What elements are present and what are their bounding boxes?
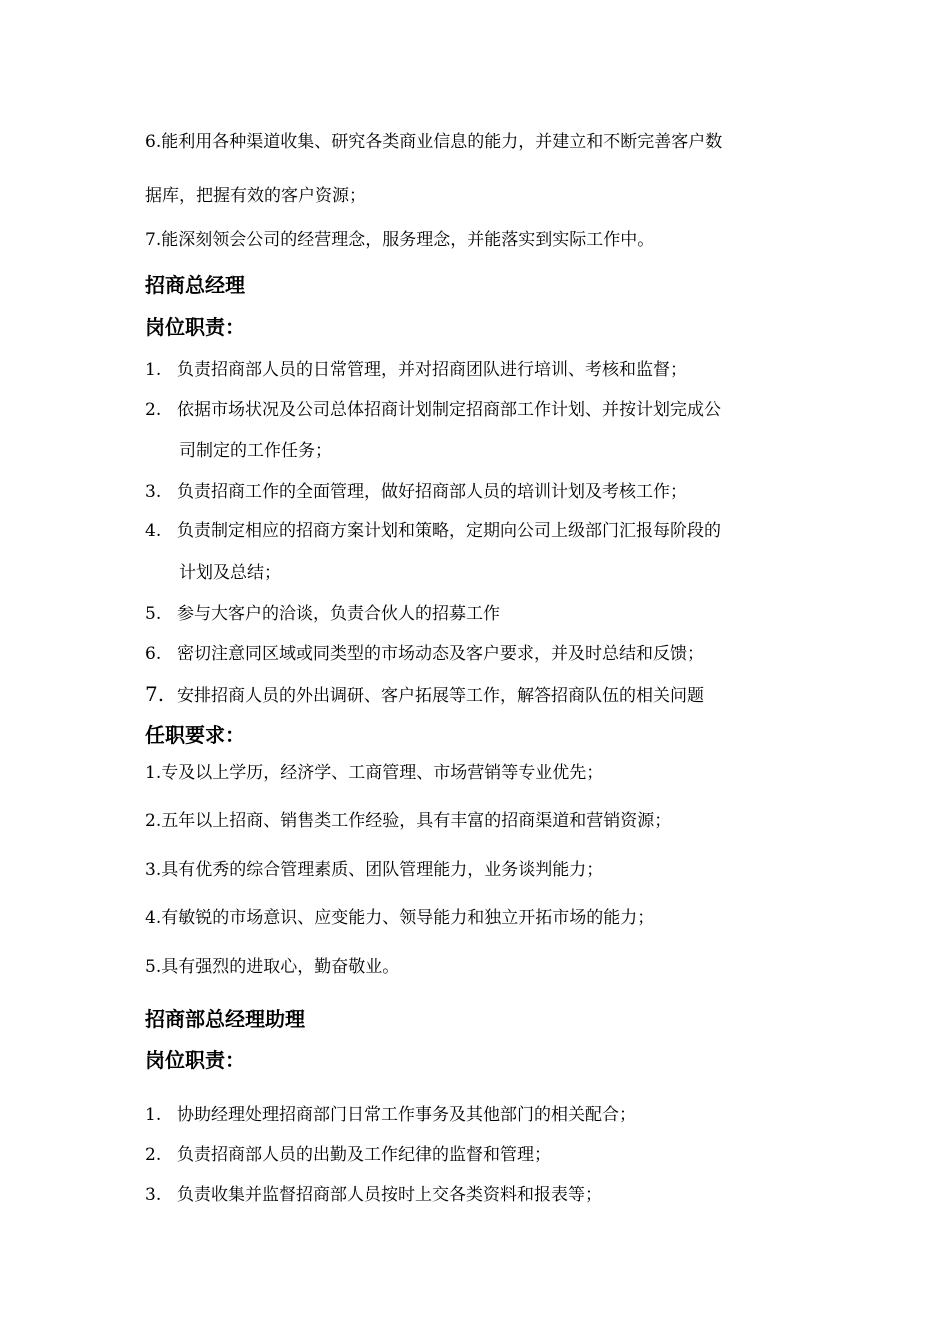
list-number: 3. bbox=[145, 482, 162, 502]
gm-duty-6 bbox=[145, 643, 704, 665]
assistant-title: 招商部总经理助理 bbox=[145, 1007, 305, 1031]
prev-item-6-line-1: 6.能利用各种渠道收集、研究各类商业信息的能力，并建立和不断完善客户数 bbox=[145, 132, 723, 152]
gm-title: 招商总经理 bbox=[145, 273, 245, 297]
list-number: 4. bbox=[145, 521, 162, 541]
prev-item-7: 7.能深刻领会公司的经营理念，服务理念，并能落实到实际工作中。 bbox=[145, 230, 655, 250]
gm-duty-1 bbox=[145, 359, 687, 381]
list-text: 负责制定相应的招商方案计划和策略，定期向公司上级部门汇报每阶段的 bbox=[177, 521, 721, 541]
gm-req-2: 2.五年以上招商、销售类工作经验，具有丰富的招商渠道和营销资源； bbox=[145, 811, 672, 831]
gm-req-heading: 任职要求： bbox=[145, 723, 245, 747]
list-text: 负责招商工作的全面管理，做好招商部人员的培训计划及考核工作； bbox=[177, 482, 687, 502]
gm-req-1: 1.专及以上学历，经济学、工商管理、市场营销等专业优先； bbox=[145, 763, 604, 783]
list-number: 2. bbox=[145, 400, 162, 420]
list-text: 协助经理处理招商部门日常工作事务及其他部门的相关配合； bbox=[177, 1105, 636, 1125]
assistant-duty-3 bbox=[145, 1184, 602, 1206]
list-number: 3. bbox=[145, 1185, 162, 1205]
assistant-duty-1 bbox=[145, 1104, 636, 1126]
list-number: 1. bbox=[145, 360, 162, 380]
list-number: 1. bbox=[145, 1105, 162, 1125]
list-number: 2. bbox=[145, 1145, 162, 1165]
gm-duty-7 bbox=[145, 683, 704, 707]
gm-duty-3 bbox=[145, 481, 687, 503]
list-text: 负责招商部人员的出勤及工作纪律的监督和管理； bbox=[177, 1145, 551, 1165]
gm-req-4: 4.有敏锐的市场意识、应变能力、领导能力和独立开拓市场的能力； bbox=[145, 908, 655, 928]
gm-duties-heading: 岗位职责： bbox=[145, 315, 245, 339]
assistant-duty-2 bbox=[145, 1144, 551, 1166]
gm-req-3: 3.具有优秀的综合管理素质、团队管理能力，业务谈判能力； bbox=[145, 860, 604, 880]
list-text: 密切注意同区域或同类型的市场动态及客户要求，并及时总结和反馈； bbox=[177, 644, 704, 664]
gm-duty-4-cont: 计划及总结； bbox=[179, 563, 281, 583]
list-text: 负责收集并监督招商部人员按时上交各类资料和报表等； bbox=[177, 1185, 602, 1205]
gm-duty-2-cont: 司制定的工作任务； bbox=[179, 441, 332, 461]
list-number: 6. bbox=[145, 644, 162, 664]
list-number: 5. bbox=[145, 604, 162, 624]
list-text: 依据市场状况及公司总体招商计划制定招商部工作计划、并按计划完成公 bbox=[177, 400, 721, 420]
list-text: 安排招商人员的外出调研、客户拓展等工作，解答招商队伍的相关问题 bbox=[177, 686, 704, 706]
assistant-duties-heading: 岗位职责： bbox=[145, 1048, 245, 1072]
gm-duty-5 bbox=[145, 603, 500, 625]
gm-req-5: 5.具有强烈的进取心，勤奋敬业。 bbox=[145, 957, 400, 977]
list-text: 参与大客户的洽谈，负责合伙人的招募工作 bbox=[177, 604, 500, 624]
list-number: 7. bbox=[145, 682, 165, 706]
gm-duty-2 bbox=[145, 399, 721, 421]
gm-duty-4 bbox=[145, 520, 721, 542]
list-text: 负责招商部人员的日常管理，并对招商团队进行培训、考核和监督； bbox=[177, 360, 687, 380]
prev-item-6-line-2: 据库，把握有效的客户资源； bbox=[145, 186, 366, 206]
